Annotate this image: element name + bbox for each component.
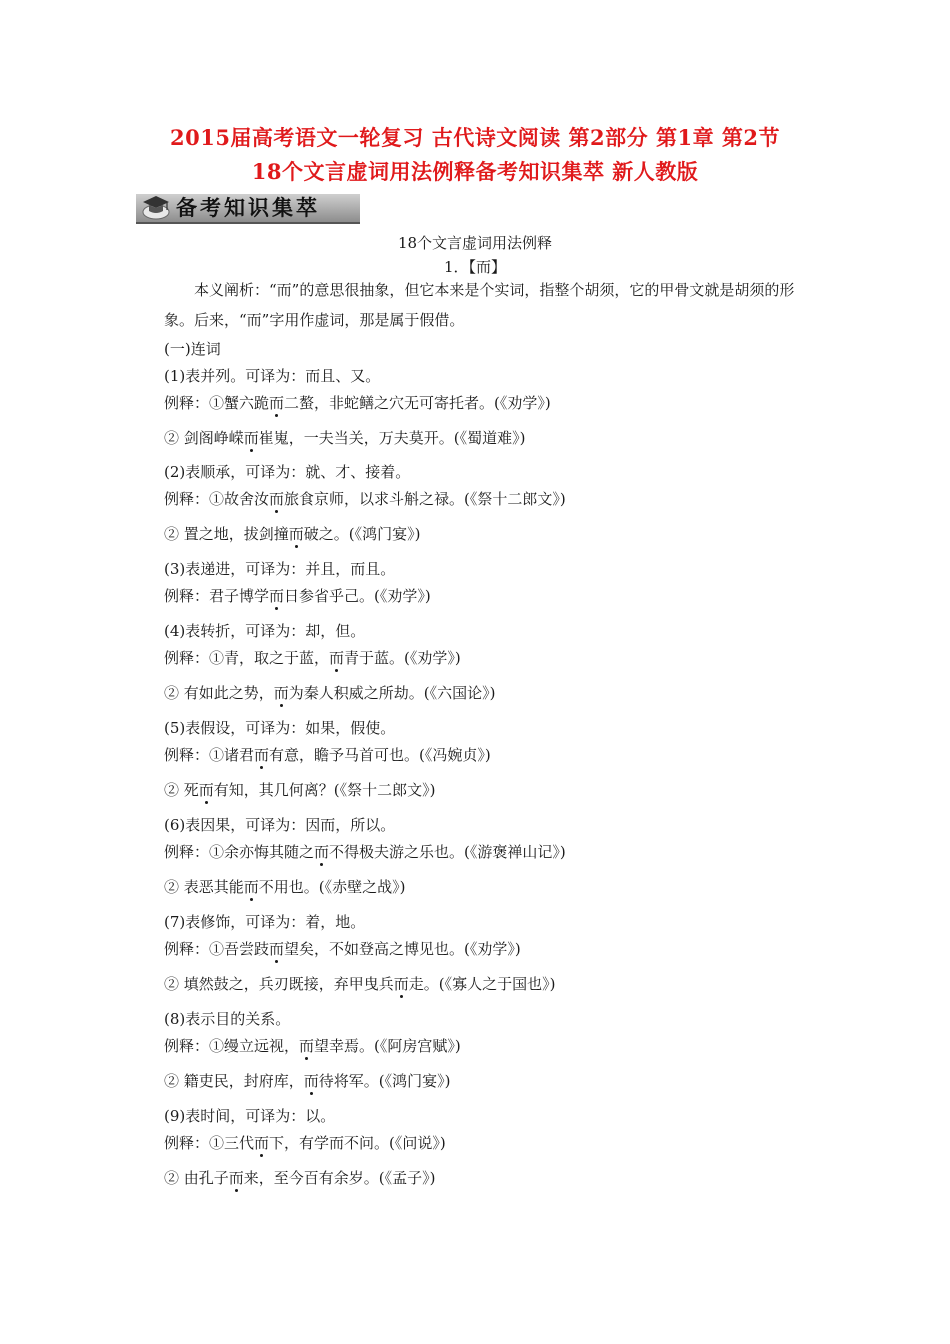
emphasized-particle: 而 xyxy=(243,429,259,447)
example-line xyxy=(164,1105,335,1126)
example-line xyxy=(164,523,421,544)
line-text: 不用也。(《赤壁之战》) xyxy=(258,878,406,896)
line-text: 例释：①三代 xyxy=(164,1134,255,1152)
example-line xyxy=(164,911,365,932)
line-text: 待将军。(《鸿门宴》) xyxy=(318,1072,451,1090)
line-text: ② 剑阁峥嵘 xyxy=(164,429,244,447)
example-line xyxy=(164,779,436,800)
line-text: (1)表并列。可译为：而且、又。 xyxy=(164,367,381,385)
line-text: 望幸焉。(《阿房宫赋》) xyxy=(314,1037,461,1055)
example-line xyxy=(164,427,526,448)
emphasized-particle: 而 xyxy=(299,1037,315,1055)
emphasized-particle: 而 xyxy=(273,684,289,702)
line-text: ② 表恶其能 xyxy=(164,878,244,896)
example-line xyxy=(164,1167,436,1188)
example-line xyxy=(164,392,551,413)
line-text: 旅食京师，以求斗斛之禄。(《祭十二郎文》) xyxy=(284,490,566,508)
intro-paragraph: 本义阐析：“而”的意思很抽象，但它本来是个实词，指整个胡须，它的甲骨文就是胡须的形象。后来，“而”字用作虚词，那是属于假借。 xyxy=(164,281,795,329)
emphasized-particle: 而 xyxy=(288,525,304,543)
line-text: 为秦人积威之所劫。(《六国论》) xyxy=(288,684,496,702)
line-text: 有意，瞻予马首可也。(《冯婉贞》) xyxy=(269,746,491,764)
line-text: (9)表时间，可译为：以。 xyxy=(164,1107,336,1125)
example-line xyxy=(164,814,395,835)
example-line xyxy=(164,647,461,668)
line-text: 例释：①余亦悔其随之 xyxy=(164,843,315,861)
line-text: (7)表修饰，可译为：着，地。 xyxy=(164,913,366,931)
line-text: 来，至今百有余岁。(《孟子》) xyxy=(243,1169,436,1187)
line-text: 例释：①蟹六跪 xyxy=(164,394,270,412)
example-line xyxy=(164,744,491,765)
example-line xyxy=(164,620,365,641)
line-text: 有知，其几何离？(《祭十二郎文》) xyxy=(213,781,436,799)
emphasized-particle: 而 xyxy=(243,878,259,896)
example-line xyxy=(164,682,496,703)
line-text: (6)表因果，可译为：因而，所以。 xyxy=(164,816,396,834)
emphasized-particle: 而 xyxy=(269,490,285,508)
line-text: 例释：①诸君 xyxy=(164,746,255,764)
example-line xyxy=(164,558,395,579)
emphasized-particle: 而 xyxy=(393,975,409,993)
line-text: ② 填然鼓之，兵刃既接，弃甲曳兵 xyxy=(164,975,394,993)
line-text: ② 由孔子 xyxy=(164,1169,229,1187)
line-text: 崔嵬，一夫当关，万夫莫开。(《蜀道难》) xyxy=(258,429,526,447)
line-text: 例释：①吾尝跂 xyxy=(164,940,270,958)
line-text: (一)连词 xyxy=(164,340,221,358)
line-text: 望矣，不如登高之博见也。(《劝学》) xyxy=(284,940,521,958)
line-text: 例释：君子博学 xyxy=(164,587,270,605)
line-text: 例释：①青，取之于蓝， xyxy=(164,649,330,667)
document-title-line-1: 2015届高考语文一轮复习 古代诗文阅读 第2部分 第1章 第2节 xyxy=(169,125,781,150)
emphasized-particle: 而 xyxy=(314,843,330,861)
banner-label: 备考知识集萃 xyxy=(176,196,320,220)
line-text: ② 籍吏民，封府库， xyxy=(164,1072,304,1090)
subtitle: 18个文言虚词用法例释 xyxy=(397,234,553,252)
example-line xyxy=(164,1008,290,1029)
emphasized-particle: 而 xyxy=(269,587,285,605)
line-text: 青于蓝。(《劝学》) xyxy=(344,649,461,667)
example-line xyxy=(164,717,395,738)
example-line xyxy=(164,841,566,862)
graduation-cap-icon xyxy=(140,190,172,222)
emphasized-particle: 而 xyxy=(303,1072,319,1090)
line-text: 二螯，非蛇鳝之穴无可寄托者。(《劝学》) xyxy=(284,394,551,412)
emphasized-particle: 而 xyxy=(254,1134,270,1152)
emphasized-particle: 而 xyxy=(228,1169,244,1187)
section-heading: 1．【而】 xyxy=(443,258,507,276)
section-banner xyxy=(136,190,360,224)
example-line xyxy=(164,488,566,509)
example-line xyxy=(164,1070,451,1091)
emphasized-particle: 而 xyxy=(198,781,214,799)
line-text: (4)表转折，可译为：却，但。 xyxy=(164,622,366,640)
line-text: 破之。(《鸿门宴》) xyxy=(303,525,421,543)
example-line xyxy=(164,585,431,606)
line-text: 下，有学而不问。(《问说》) xyxy=(269,1134,446,1152)
line-text: ② 有如此之势， xyxy=(164,684,274,702)
example-line xyxy=(164,1035,461,1056)
emphasized-particle: 而 xyxy=(269,394,285,412)
line-text: ② 置之地，拔剑撞 xyxy=(164,525,289,543)
line-text: ② 死 xyxy=(164,781,199,799)
line-text: 例释：①缦立远视， xyxy=(164,1037,300,1055)
example-line xyxy=(164,365,380,386)
example-line xyxy=(164,1132,446,1153)
line-text: 例释：①故舍汝 xyxy=(164,490,270,508)
emphasized-particle: 而 xyxy=(254,746,270,764)
example-line xyxy=(164,461,410,482)
line-text: (2)表顺承，可译为：就、才、接着。 xyxy=(164,463,411,481)
example-line xyxy=(164,973,556,994)
line-text: 不得极夫游之乐也。(《游褒禅山记》) xyxy=(329,843,566,861)
line-text: (3)表递进，可译为：并且，而且。 xyxy=(164,560,396,578)
example-line xyxy=(164,876,406,897)
example-line xyxy=(164,338,221,359)
emphasized-particle: 而 xyxy=(329,649,345,667)
line-text: 日参省乎己。(《劝学》) xyxy=(284,587,431,605)
line-text: 走。(《寡人之于国也》) xyxy=(408,975,556,993)
line-text: (8)表示目的关系。 xyxy=(164,1010,291,1028)
emphasized-particle: 而 xyxy=(269,940,285,958)
line-text: (5)表假设，可译为：如果，假使。 xyxy=(164,719,396,737)
example-line xyxy=(164,938,521,959)
document-title-line-2: 18个文言虚词用法例释备考知识集萃 新人教版 xyxy=(251,159,699,184)
